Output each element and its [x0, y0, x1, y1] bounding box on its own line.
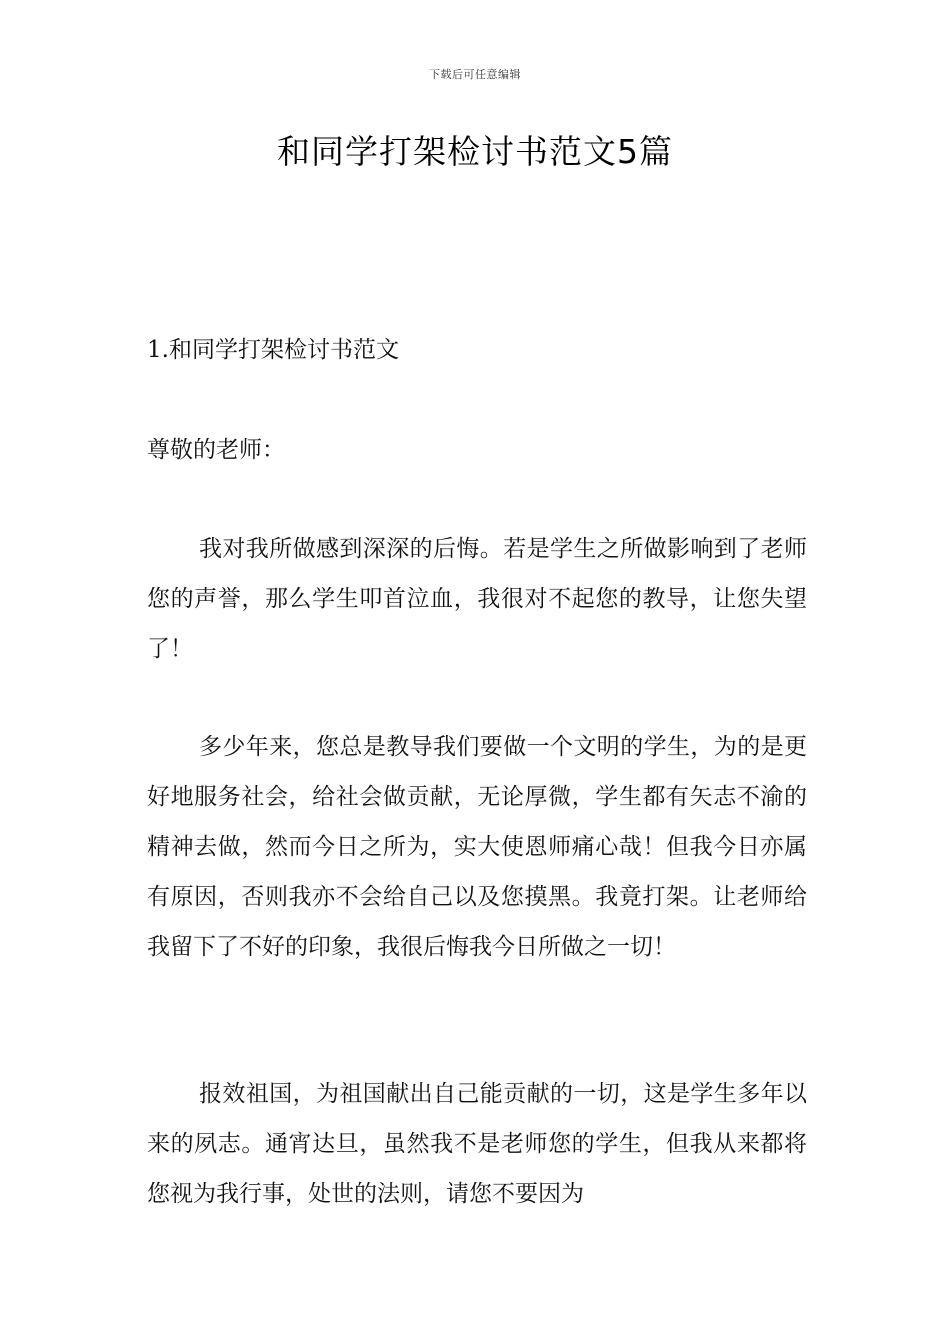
body-paragraph-1: 我对我所做感到深深的后悔。若是学生之所做影响到了老师您的声誉，那么学生叩首泣血，我很对不起您的教导，让您失望了！	[147, 536, 807, 662]
body-paragraph-2: 多少年来，您总是教导我们要做一个文明的学生，为的是更好地服务社会，给社会做贡献，无论厚微，学生都有矢志不渝的精神去做，然而今日之所为，实大使恩师痛心哉！但我今日亦属有原因，否则我亦不会给自己以及您摸黑。我竟打架。让老师给我留下了不好的印象，我很后悔我今日所做之一切！	[147, 734, 807, 960]
document-title: 和同学打架检讨书范文5篇	[277, 132, 673, 171]
header-note: 下载后可任意编辑	[429, 68, 521, 81]
body-paragraph-3: 报效祖国，为祖国献出自己能贡献的一切，这是学生多年以来的夙志。通宵达旦，虽然我不是老师您的学生，但我从来都将您视为我行事，处世的法则，请您不要因为	[147, 1081, 807, 1207]
salutation: 尊敬的老师：	[147, 437, 285, 463]
section-heading: 1.和同学打架检讨书范文	[147, 337, 399, 363]
